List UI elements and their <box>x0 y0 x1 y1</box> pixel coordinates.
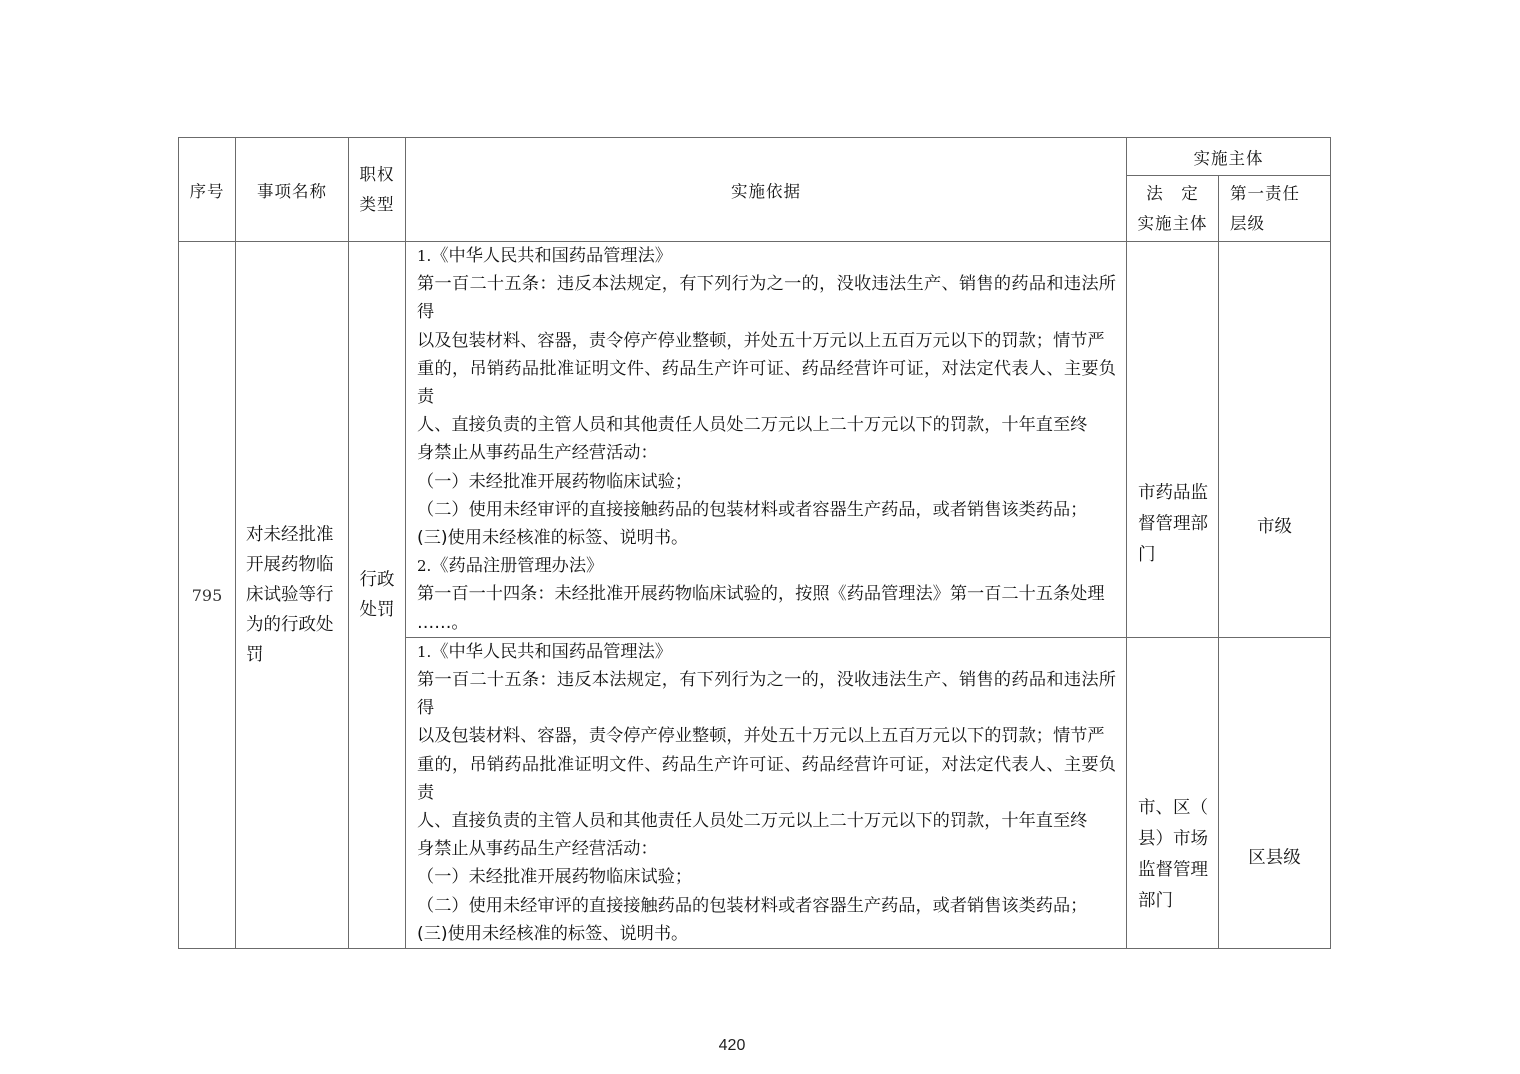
basis-line: 以及包装材料、容器，责令停产停业整顿，并处五十万元以上五百万元以下的罚款；情节严 <box>417 330 1105 351</box>
basis-line: ……。 <box>417 612 469 633</box>
header-subject-group: 实施主体 <box>1127 138 1331 176</box>
header-legal-subject <box>1127 176 1219 242</box>
basis-line: （一）未经批准开展药物临床试验； <box>417 867 693 888</box>
subject-line: 市药品监 <box>1138 483 1208 504</box>
header-legal-subject-line2: 实施主体 <box>1137 213 1208 233</box>
subject-line: 市、区（ <box>1138 798 1208 819</box>
subject-line: 监督管理 <box>1138 860 1208 881</box>
basis-line: 身禁止从事药品生产经营活动： <box>417 443 658 464</box>
item-name-line: 为的行政处 <box>246 615 334 636</box>
basis-line: 1.《中华人民共和国药品管理法》 <box>417 246 672 266</box>
item-name-line: 床试验等行 <box>246 585 334 606</box>
row-item-name <box>236 242 349 949</box>
header-first-responsibility <box>1219 176 1331 242</box>
subject-line: 门 <box>1138 545 1156 566</box>
basis-line: 1.《中华人民共和国药品管理法》 <box>417 641 672 662</box>
basis-line: 2.《药品注册管理办法》 <box>417 556 604 577</box>
header-first-resp-line2: 层级 <box>1230 213 1265 233</box>
basis-line: 人、直接负责的主管人员和其他责任人员处二万元以上二十万元以下的罚款，十年直至终 <box>417 415 1088 436</box>
basis-line: 重的，吊销药品批准证明文件、药品生产许可证、药品经营许可证，对法定代表人、主要负责 <box>417 358 1116 408</box>
subject-line: 县）市场 <box>1138 829 1208 850</box>
power-type-line: 处罚 <box>359 600 395 621</box>
subject-line: 部门 <box>1138 891 1173 912</box>
legal-subject-district <box>1127 637 1219 948</box>
header-power-type-line2: 类型 <box>359 194 395 214</box>
basis-line: (三)使用未经核准的标签、说明书。 <box>417 923 689 944</box>
basis-line: （二）使用未经审评的直接接触药品的包装材料或者容器生产药品，或者销售该类药品； <box>417 499 1088 520</box>
basis-line: 重的，吊销药品批准证明文件、药品生产许可证、药品经营许可证，对法定代表人、主要负责 <box>417 754 1116 803</box>
power-type-line: 行政 <box>359 570 395 591</box>
basis-line: 第一百一十四条：未经批准开展药物临床试验的，按照《药品管理法》第一百二十五条处理 <box>417 584 1105 605</box>
basis-line: （一）未经批准开展药物临床试验； <box>417 471 693 492</box>
responsibility-level-district: 区县级 <box>1219 637 1331 948</box>
row-power-type <box>349 242 406 949</box>
basis-line: 人、直接负责的主管人员和其他责任人员处二万元以上二十万元以下的罚款，十年直至终 <box>417 811 1088 832</box>
basis-cell-city <box>406 242 1127 638</box>
table-row <box>179 242 1331 638</box>
header-first-resp-line1: 第一责任 <box>1230 183 1300 203</box>
row-seq: 795 <box>179 242 236 949</box>
item-name-line: 罚 <box>246 645 264 666</box>
item-name-line: 对未经批准 <box>246 525 334 546</box>
subject-line: 督管理部 <box>1138 514 1208 535</box>
header-power-type-line1: 职权 <box>359 164 395 184</box>
basis-cell-district <box>406 637 1127 948</box>
basis-line: 第一百二十五条：违反本法规定，有下列行为之一的，没收违法生产、销售的药品和违法所得 <box>417 670 1116 719</box>
basis-line: 第一百二十五条：违反本法规定，有下列行为之一的，没收违法生产、销售的药品和违法所得 <box>417 274 1116 323</box>
header-basis: 实施依据 <box>406 138 1127 242</box>
basis-text-city <box>417 242 1116 637</box>
responsibility-level-city: 市级 <box>1219 242 1331 638</box>
page-number: 420 <box>718 1037 746 1054</box>
basis-text-district <box>417 638 1116 948</box>
basis-line: （二）使用未经审评的直接接触药品的包装材料或者容器生产药品，或者销售该类药品； <box>417 895 1088 916</box>
header-item-name: 事项名称 <box>236 138 349 242</box>
basis-line: 以及包装材料、容器，责令停产停业整顿，并处五十万元以上五百万元以下的罚款；情节严 <box>417 726 1105 747</box>
item-name-line: 开展药物临 <box>246 555 334 576</box>
authority-table <box>178 137 1331 949</box>
legal-subject-city <box>1127 242 1219 638</box>
header-row-1 <box>179 138 1331 176</box>
header-legal-subject-line1: 法 定 <box>1146 183 1199 203</box>
basis-line: 身禁止从事药品生产经营活动： <box>417 839 658 860</box>
header-seq: 序号 <box>179 138 236 242</box>
basis-line: (三)使用未经核准的标签、说明书。 <box>417 528 689 549</box>
header-power-type <box>349 138 406 242</box>
